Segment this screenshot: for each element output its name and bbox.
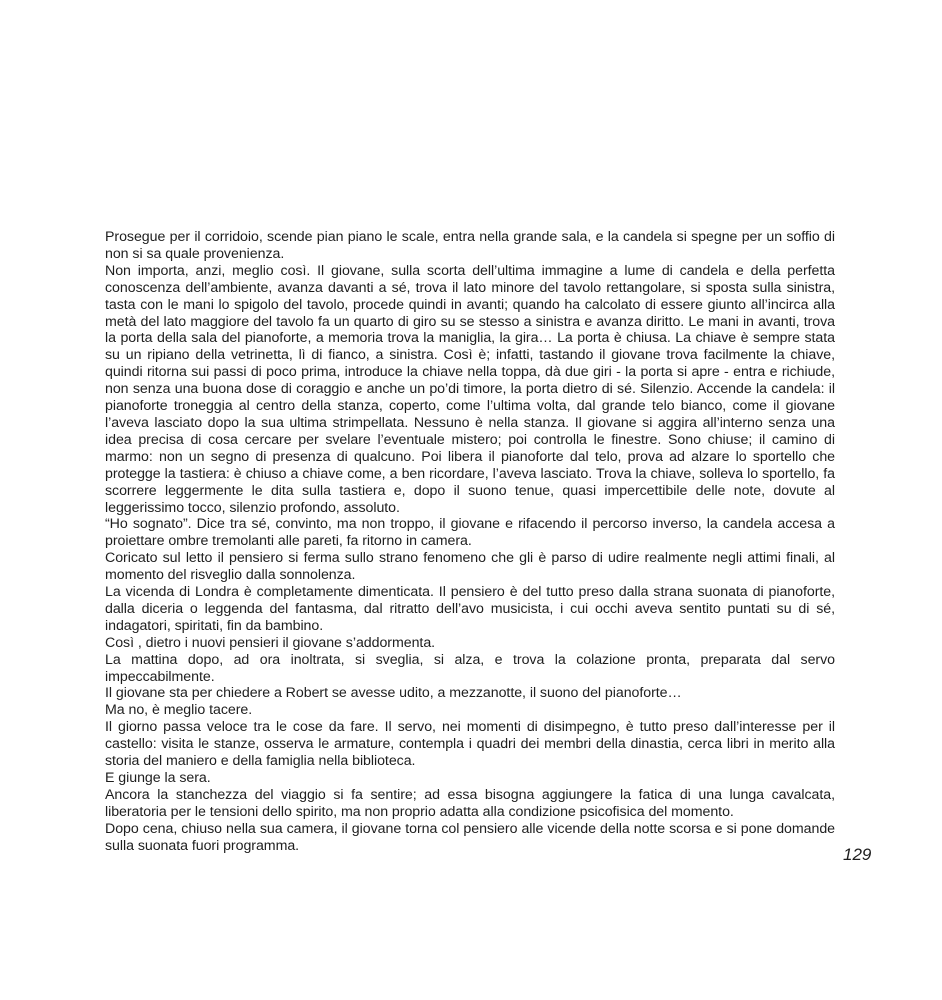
paragraph: Ancora la stanchezza del viaggio si fa sentire; ad essa bisogna aggiungere la fatica di una lunga cavalcata, liberatoria per le tensioni dello spirito, ma non proprio adatta alla condizione psicofisica del momento. xyxy=(105,786,835,820)
paragraph: Così , dietro i nuovi pensieri il giovane s’addormenta. xyxy=(105,634,436,651)
paragraph: La mattina dopo, ad ora inoltrata, si sveglia, si alza, e trova la colazione pronta, preparata dal servo impeccabilmente. xyxy=(105,651,835,685)
paragraph: Dopo cena, chiuso nella sua camera, il giovane torna col pensiero alle vicende della notte scorsa e si pone domande sulla suonata fuori programma. xyxy=(105,820,835,854)
paragraph: E giunge la sera. xyxy=(105,770,211,786)
paragraph: Non importa, anzi, meglio così. Il giovane, sulla scorta dell’ultima immagine a lume di candela e della perfetta conoscenza dell’ambiente, avanza davanti a sé, trova il lato minore del tavolo rettangolare, si sposta sulla sinistra, tasta con le mani lo spigolo del tavolo, procede quindi in avanti; quando ha calcolato di essere giunto all’incirca alla metà del lato maggiore del tavolo fa un quarto di giro su se stesso a sinistra e avanza diritto. Le mani in avanti, trova la porta della sala del pianoforte, a memoria trova la maniglia, la gira… La porta è chiusa. La chiave è sempre stata su un ripiano della vetrinetta, lì di fianco, a sinistra. Così è; infatti, tastando il giovane trova facilmente la chiave, quindi ritorna sui passi di poco prima, introduce la chiave nella toppa, dà due giri - la porta si apre - entra e richiude, non senza una buona dose di coraggio e anche un po’di timore, la porta dietro di sé. Silenzio. Accende la candela: il pianoforte troneggia al centro della stanza, coperto, come l’ultima volta, dal grande telo bianco, come il giovane l’aveva lasciato dopo la sua ultima strimpellata. Nessuno è nella stanza. Il giovane si aggira all’interno senza una idea precisa di cosa cercare per svelare l’eventuale mistero; poi controlla le finestre. Sono chiuse; il camino di marmo: non un segno di presenza di qualcuno. Poi libera il pianoforte dal telo, prova ad alzare lo sportello che protegge la tastiera: è chiuso a chiave come, a ben ricordare, l’aveva lasciato. Trova la chiave, solleva lo sportello, fa scorrere leggermente le dita sulla tastiera e, dopo il suono tenue, quasi impercettibile delle note, dovute al leggerissimo tocco, silenzio profondo, assoluto. xyxy=(105,262,835,516)
paragraph: Prosegue per il corridoio, scende pian piano le scale, entra nella grande sala, e la candela si spegne per un soffio di non si sa quale provenienza. xyxy=(105,229,835,262)
paragraph: Il giorno passa veloce tra le cose da fare. Il servo, nei momenti di disimpegno, è tutto preso dall’interesse per il castello: visita le stanze, osserva le armature, contempla i quadri dei membri della dinastia, cerca libri in merito alla storia del maniero e della famiglia nella biblioteca. xyxy=(105,719,835,770)
paragraph: Coricato sul letto il pensiero si ferma sullo strano fenomeno che gli è parso di udire realmente negli attimi finali, al momento del risveglio dalla sonnolenza. xyxy=(105,550,835,584)
page-number: 129 xyxy=(843,845,872,864)
body-text xyxy=(105,229,835,855)
paragraph: Il giovane sta per chiedere a Robert se avesse udito, a mezzanotte, il suono del pianoforte… xyxy=(105,685,682,702)
paragraph: La vicenda di Londra è completamente dimenticata. Il pensiero è del tutto preso dalla strana suonata di pianoforte, dalla diceria o leggenda del fantasma, dal ritratto dell’avo musicista, i cui occhi aveva sentito puntati su di sé, indagatori, spiritati, fin da bambino. xyxy=(105,584,835,634)
paragraph: Ma no, è meglio tacere. xyxy=(105,702,253,719)
paragraph: “Ho sognato”. Dice tra sé, convinto, ma non troppo, il giovane e rifacendo il percorso inverso, la candela accesa a proiettare ombre tremolanti alle pareti, fa ritorno in camera. xyxy=(105,516,835,550)
